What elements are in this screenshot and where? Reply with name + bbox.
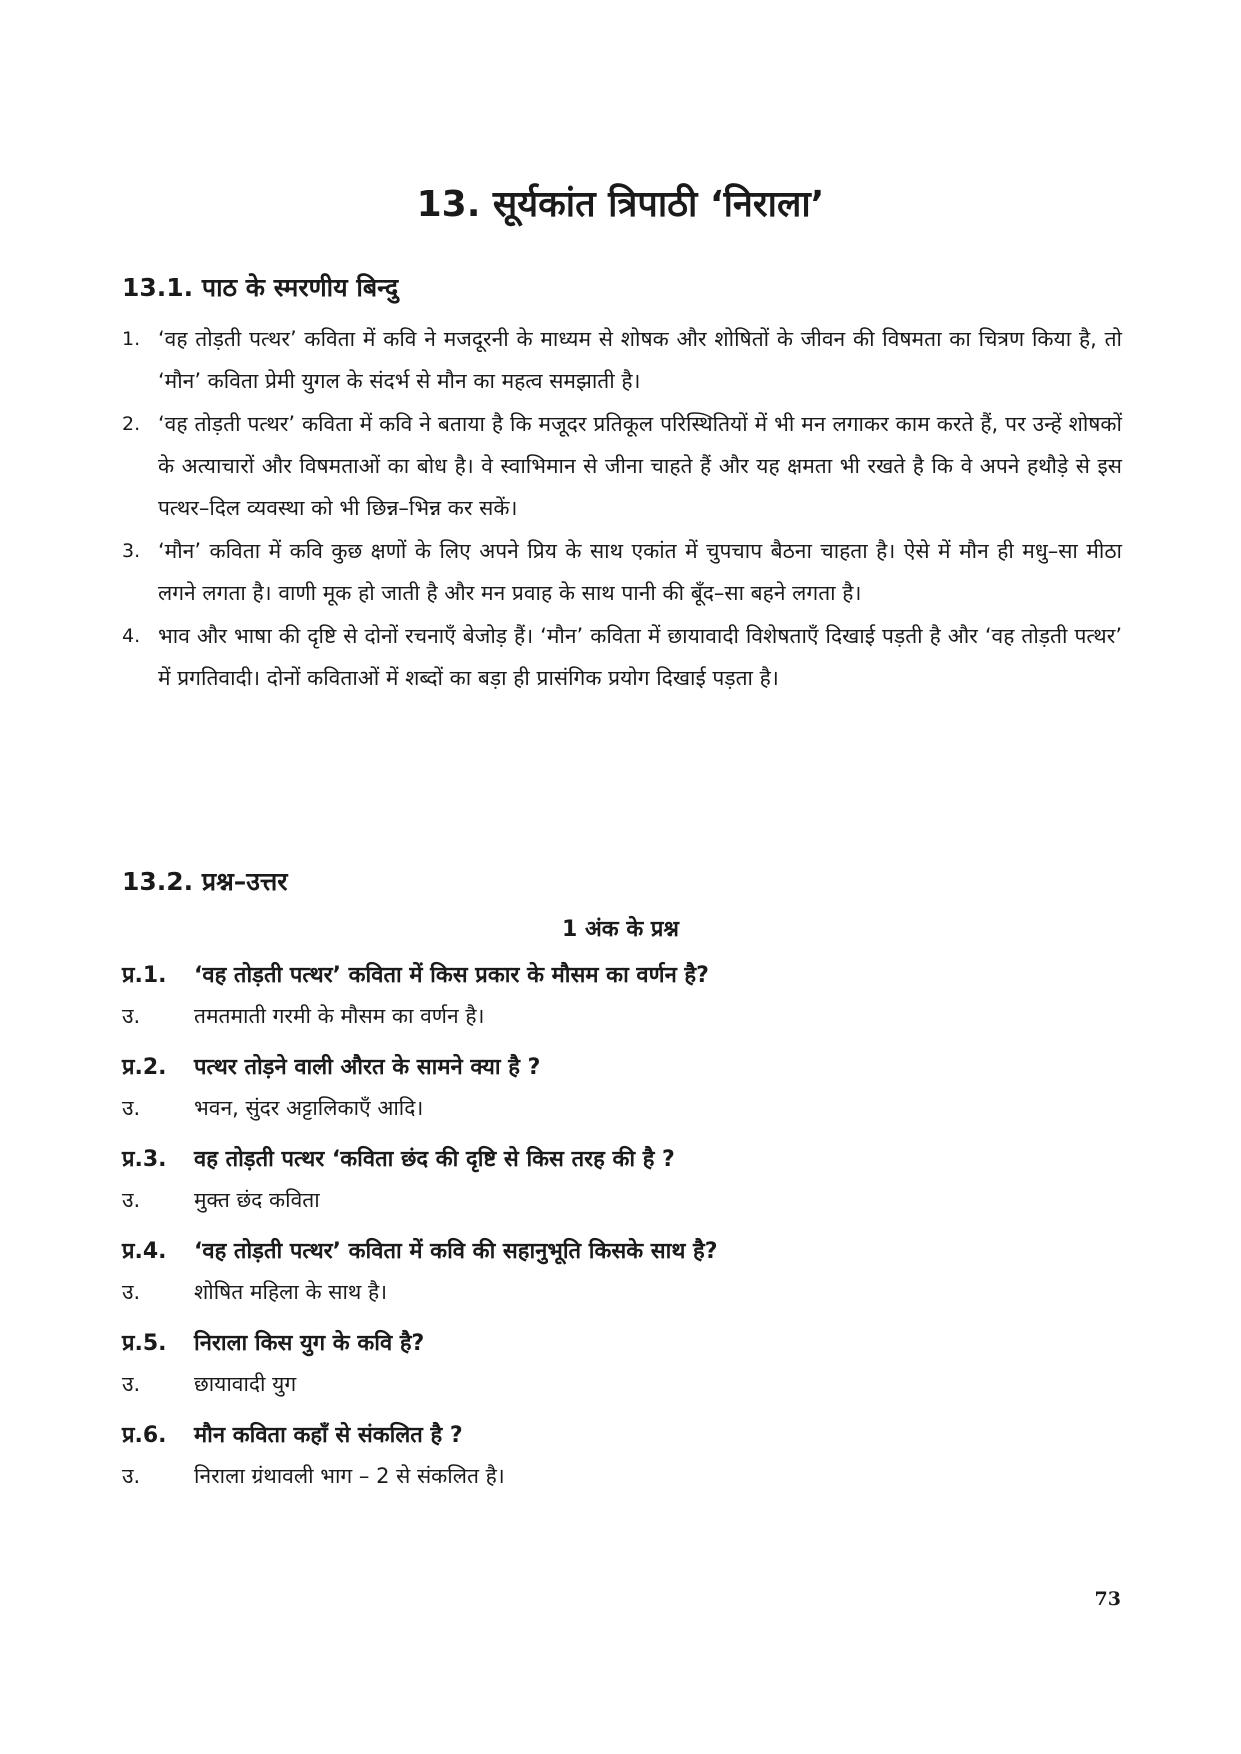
- section-heading-question-answer: 13.2. प्रश्न–उत्तर: [122, 867, 288, 896]
- chapter-title: 13. सूर्यकांत त्रिपाठी ‘निराला’: [416, 184, 825, 225]
- qa-item: [122, 1232, 1122, 1312]
- question: [122, 1232, 1122, 1272]
- section-heading-remember-points: 13.1. पाठ के स्मरणीय बिन्दु: [122, 273, 399, 302]
- list-item: [122, 615, 1122, 699]
- page-number: 73: [1094, 1588, 1121, 1610]
- answer: [122, 1272, 1122, 1312]
- answer-label: उ.: [122, 1280, 141, 1304]
- question-label: प्र.5.: [122, 1331, 167, 1356]
- question: [122, 1416, 1122, 1456]
- question-label: प्र.6.: [122, 1423, 167, 1448]
- qa-item: [122, 1416, 1122, 1496]
- question-label: प्र.3.: [122, 1147, 167, 1172]
- question: [122, 1048, 1122, 1088]
- answer: [122, 1364, 1122, 1404]
- qa-item: [122, 956, 1122, 1036]
- qa-item: [122, 1324, 1122, 1404]
- question-answer-list: [122, 956, 1122, 1508]
- question: [122, 956, 1122, 996]
- question-text: पत्थर तोड़ने वाली औरत के सामने क्या है ?: [194, 1055, 541, 1080]
- answer-text: तमतमाती गरमी के मौसम का वर्णन है।: [194, 1004, 485, 1028]
- marks-subheading: 1 अंक के प्रश्न: [562, 917, 679, 942]
- point-number: 1.: [122, 328, 141, 350]
- answer-label: उ.: [122, 1004, 141, 1028]
- answer-text: शोषित महिला के साथ है।: [194, 1280, 388, 1304]
- question: [122, 1324, 1122, 1364]
- answer-text: भवन, सुंदर अट्टालिकाएँ आदि।: [194, 1096, 424, 1120]
- question: [122, 1140, 1122, 1180]
- point-number: 2.: [122, 413, 141, 435]
- question-text: ‘वह तोड़ती पत्थर’ कविता में कवि की सहानुभूति किसके साथ है?: [194, 1239, 718, 1264]
- point-number: 3.: [122, 540, 141, 562]
- answer-label: उ.: [122, 1372, 141, 1396]
- question-label: प्र.4.: [122, 1239, 167, 1264]
- question-text: मौन कविता कहाँ से संकलित है ?: [194, 1423, 463, 1448]
- answer-text: मुक्त छंद कविता: [194, 1188, 320, 1212]
- remember-points-list: [122, 318, 1122, 700]
- point-text: ‘मौन’ कविता में कवि कुछ क्षणों के लिए अपने प्रिय के साथ एकांत में चुपचाप बैठना चाहता है। ऐसे में मौन ही मधु–सा मीठा लगने लगता है। वाणी मूक हो जाती है और मन प्रवाह के साथ पानी की बूँद–सा बहने लगता है।: [158, 539, 1122, 605]
- answer: [122, 1180, 1122, 1220]
- answer: [122, 996, 1122, 1036]
- answer: [122, 1456, 1122, 1496]
- answer-label: उ.: [122, 1096, 141, 1120]
- list-item: [122, 530, 1122, 614]
- answer: [122, 1088, 1122, 1128]
- point-text: ‘वह तोड़ती पत्थर’ कविता में कवि ने मजदूरनी के माध्यम से शोषक और शोषितों के जीवन की विषमता का चित्रण किया है, तो ‘मौन’ कविता प्रेमी युगल के संदर्भ से मौन का महत्व समझाती है।: [158, 327, 1122, 393]
- question-text: वह तोड़ती पत्थर ‘कविता छंद की दृष्टि से किस तरह की है ?: [194, 1147, 675, 1172]
- answer-text: छायावादी युग: [194, 1372, 297, 1396]
- qa-item: [122, 1140, 1122, 1220]
- question-text: ‘वह तोड़ती पत्थर’ कविता में किस प्रकार के मौसम का वर्णन है?: [194, 963, 709, 988]
- question-label: प्र.1.: [122, 963, 167, 988]
- list-item: [122, 403, 1122, 529]
- answer-text: निराला ग्रंथावली भाग – 2 से संकलित है।: [194, 1464, 505, 1488]
- question-label: प्र.2.: [122, 1055, 167, 1080]
- point-text: ‘वह तोड़ती पत्थर’ कविता में कवि ने बताया है कि मजूदर प्रतिकूल परिस्थितियों में भी मन लगाकर काम करते हैं, पर उन्हें शोषकों के अत्याचारों और विषमताओं का बोध है। वे स्वाभिमान से जीना चाहते हैं और यह क्षमता भी रखते है कि वे अपने हथौड़े से इस पत्थर–दिल व्यवस्था को भी छिन्न–भिन्न कर सकें।: [158, 412, 1122, 520]
- point-text: भाव और भाषा की दृष्टि से दोनों रचनाएँ बेजोड़ हैं। ‘मौन’ कविता में छायावादी विशेषताएँ दिखाई पड़ती है और ‘वह तोड़ती पत्थर’ में प्रगतिवादी। दोनों कविताओं में शब्दों का बड़ा ही प्रासंगिक प्रयोग दिखाई पड़ता है।: [158, 624, 1122, 690]
- question-text: निराला किस युग के कवि है?: [194, 1331, 425, 1356]
- point-number: 4.: [122, 625, 141, 647]
- answer-label: उ.: [122, 1464, 141, 1488]
- answer-label: उ.: [122, 1188, 141, 1212]
- qa-item: [122, 1048, 1122, 1128]
- list-item: [122, 318, 1122, 402]
